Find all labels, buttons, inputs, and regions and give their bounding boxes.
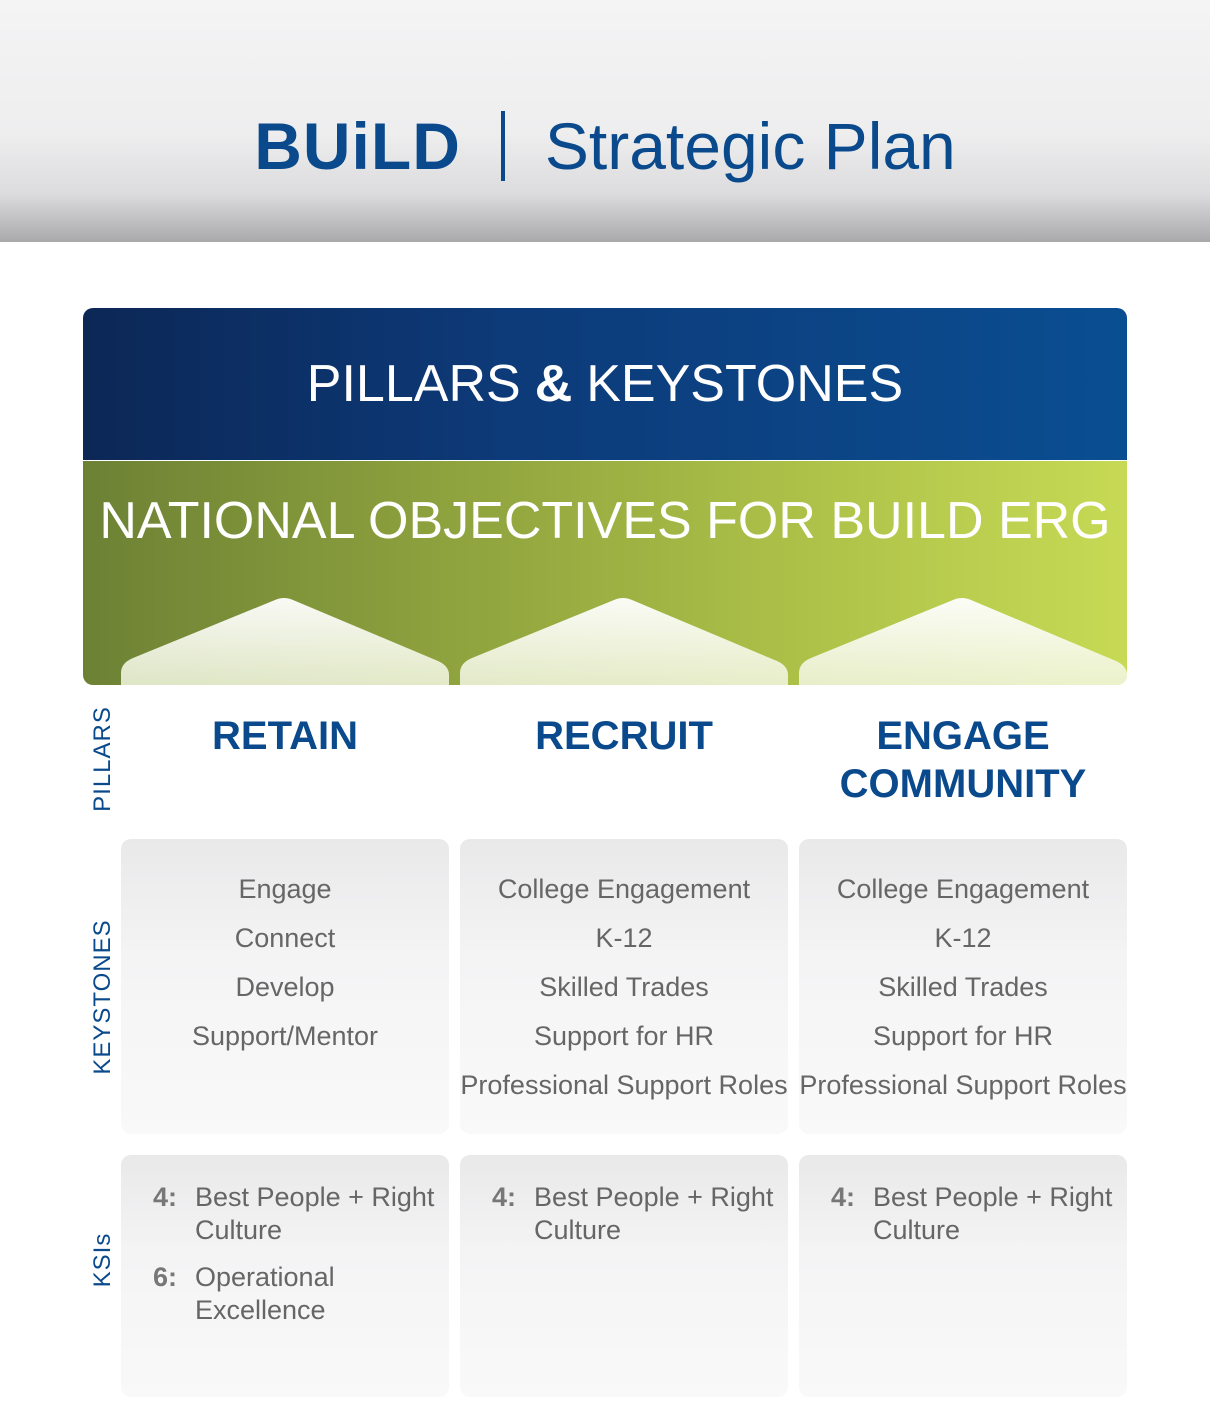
ksi-text: Best People + Right Culture — [195, 1182, 435, 1245]
page-header — [0, 0, 1210, 242]
ksi-item — [492, 1181, 788, 1247]
ksi-item — [831, 1181, 1127, 1247]
ksi-number: 4: — [492, 1182, 517, 1212]
ksi-text: Best People + Right Culture — [534, 1182, 774, 1245]
list-item: College Engagement — [836, 874, 1090, 904]
list-item: Connect — [234, 923, 336, 953]
pillars-keystones-banner — [83, 308, 1127, 460]
ksi-number: 4: — [153, 1182, 178, 1212]
list-item: K-12 — [934, 923, 992, 953]
list-item: Professional Support Roles — [799, 1070, 1127, 1100]
objectives-banner — [83, 461, 1127, 685]
side-label-pillars: PILLARS — [89, 706, 116, 812]
keystones-card-recruit — [460, 839, 788, 1134]
roof-recruit — [460, 598, 788, 685]
list-item: Develop — [235, 972, 335, 1002]
list-item: Skilled Trades — [539, 972, 709, 1002]
brand-logo-text: BUiLD — [254, 109, 461, 183]
list-item: Support/Mentor — [191, 1021, 379, 1051]
ksis-list — [460, 1155, 788, 1247]
ksi-number: 6: — [153, 1262, 178, 1292]
page-title — [254, 108, 956, 184]
ksis-list — [799, 1155, 1127, 1247]
title-divider — [501, 111, 505, 181]
ksi-number: 4: — [831, 1182, 856, 1212]
objectives-title: NATIONAL OBJECTIVES FOR BUILD ERG — [99, 492, 1111, 550]
ksi-item — [153, 1261, 449, 1327]
banner-text-left: PILLARS — [306, 355, 521, 413]
page-subtitle: Strategic Plan — [544, 109, 956, 183]
list-item: Engage — [238, 874, 332, 904]
list-item: College Engagement — [497, 874, 751, 904]
side-label-ksis: KSIs — [89, 1232, 116, 1288]
list-item: Professional Support Roles — [460, 1070, 788, 1100]
list-item: Support for HR — [533, 1021, 715, 1051]
roof-engage — [799, 598, 1127, 685]
pillar-roofs — [83, 461, 1127, 685]
ksis-list — [121, 1155, 449, 1327]
list-item: K-12 — [595, 923, 653, 953]
ksi-text: Operational Excellence — [195, 1262, 335, 1325]
ksis-card-engage-community — [799, 1155, 1127, 1397]
ksi-text: Best People + Right Culture — [873, 1182, 1113, 1245]
ksi-item — [153, 1181, 449, 1247]
keystones-card-retain — [121, 839, 449, 1134]
pillar-title-engage-community: ENGAGE COMMUNITY — [839, 714, 1087, 806]
banner-text-right: KEYSTONES — [586, 355, 904, 413]
banner-ampersand: & — [534, 355, 573, 413]
list-item: Support for HR — [872, 1021, 1054, 1051]
ksis-card-recruit — [460, 1155, 788, 1397]
side-label-keystones: KEYSTONES — [89, 919, 116, 1075]
keystones-card-engage-community — [799, 839, 1127, 1134]
pillar-title-recruit: RECRUIT — [535, 714, 713, 758]
list-item: Skilled Trades — [878, 972, 1048, 1002]
pillar-title-retain: RETAIN — [212, 714, 358, 758]
keystones-list — [799, 839, 1127, 1110]
keystones-list — [121, 839, 449, 1061]
roof-retain — [121, 598, 449, 685]
ksis-card-retain — [121, 1155, 449, 1397]
keystones-list — [460, 839, 788, 1110]
